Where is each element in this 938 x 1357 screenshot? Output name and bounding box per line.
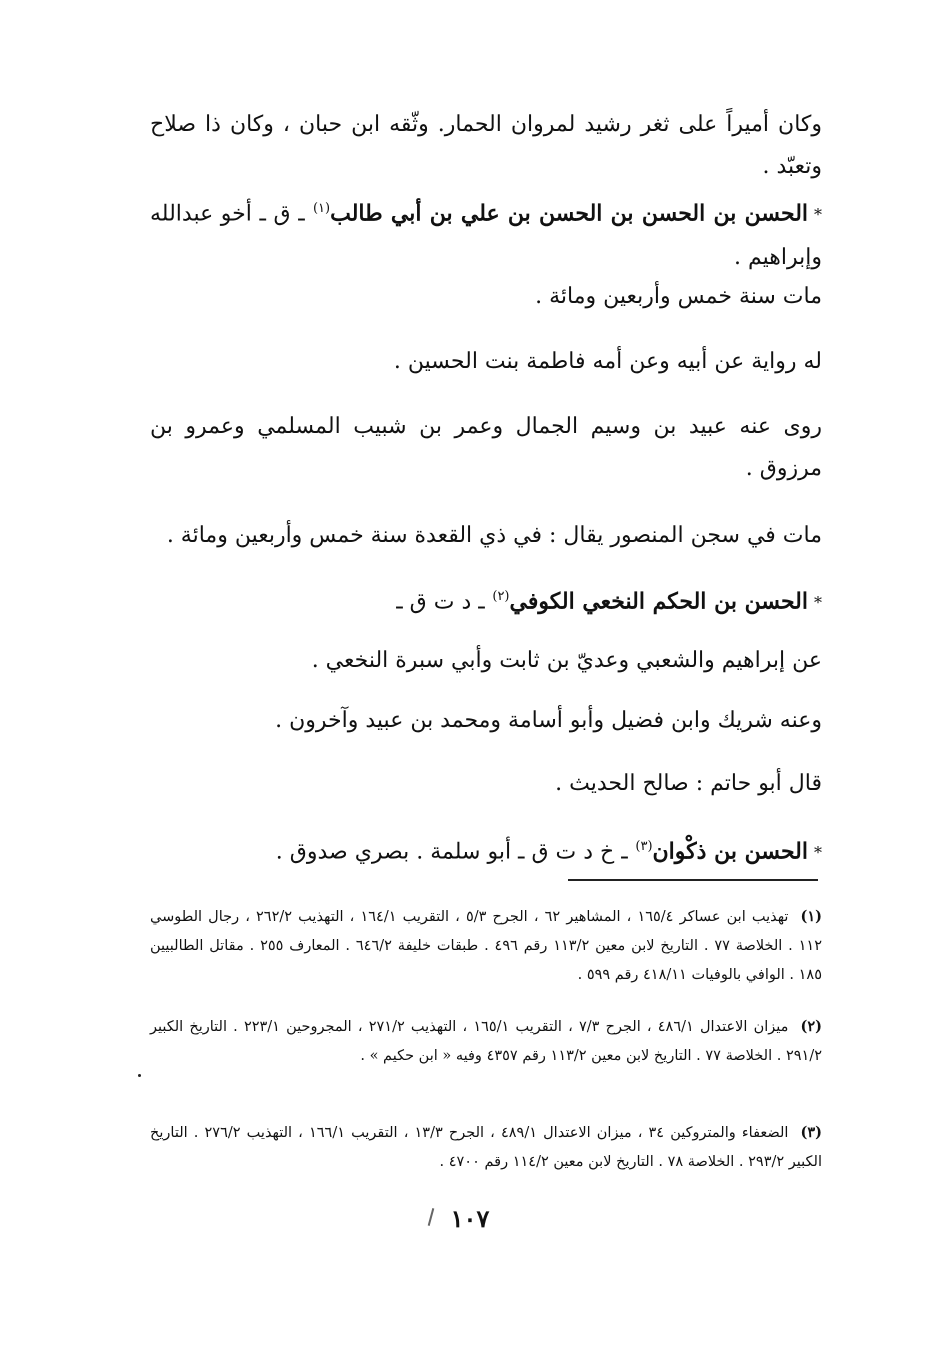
text-paragraph: روى عنه عبيد بن وسيم الجمال وعمر بن شبيب المسلمي وعمرو بن مرزوق . (150, 414, 822, 481)
text-paragraph: قال أبو حاتم : صالح الحديث . (555, 771, 822, 796)
entry-details: ـ ق ـ أخو عبدالله وإبراهيم . (150, 201, 822, 271)
biography-entry-heading (150, 576, 822, 624)
text-paragraph: وكان أميراً على ثغر رشيد لمروان الحمار. وثّقه ابن حبان ، وكان ذا صلاح وتعبّد . (150, 112, 822, 179)
entry-name: الحسن بن ذكْوان (652, 838, 808, 865)
footnote-number: (٣) (800, 1124, 822, 1141)
entry-details: ـ د ت ق ـ (396, 589, 485, 615)
text-paragraph: له رواية عن أبيه وعن أمه فاطمة بنت الحسين . (393, 349, 822, 374)
entry-details: ـ خ د ت ق ـ أبو سلمة . بصري صدوق . (275, 839, 628, 865)
footnote (150, 1012, 822, 1071)
entry-name: الحسن بن الحسن بن الحسن بن علي بن أبي طالب (330, 200, 809, 227)
footnote-ref: (١) (312, 201, 331, 216)
page-number: ١٠٧ (450, 1204, 490, 1233)
footnote-ref: (٢) (492, 589, 510, 604)
text-paragraph: مات في سجن المنصور يقال : في ذي القعدة سنة خمس وأربعين ومائة . (166, 523, 822, 548)
footnote-ref: (٣) (635, 839, 653, 854)
entry-star-marker: * (814, 593, 822, 613)
footnote-text: الضعفاء والمتروكين ٣٤ ، ميزان الاعتدال ٤٨٩/١ ، الجرح ١٣/٣ ، التقريب ١٦٦/١ ، التهذيب ٢٧٦/٢ . التاريخ الكبير ٢٩٣/٢ . الخلاصة ٧٨ . التاريخ لابن معين ١١٤/٢ رقم ٤٧٠٠ . (150, 1125, 822, 1170)
footnote-separator (568, 879, 818, 881)
footnote-text: ميزان الاعتدال ٤٨٦/١ ، الجرح ٧/٣ ، التقريب ١٦٥/١ ، التهذيب ٢٧١/٢ ، المجروحين ٢٢٣/١ . التاريخ الكبير ٢٩١/٢ . الخلاصة ٧٧ . التاريخ لابن معين ١١٣/٢ رقم ٤٣٥٧ وفيه « ابن حكيم » . (150, 1019, 822, 1064)
entry-star-marker: * (814, 205, 823, 225)
footnote-text: تهذيب ابن عساكر ١٦٥/٤ ، المشاهير ٦٢ ، الجرح ٥/٣ ، التقريب ١٦٤/١ ، التهذيب ٢٦٢/٢ ، رجال الطوسي ١١٢ . الخلاصة ٧٧ . التاريخ لابن معين ١١٣/٢ رقم ٤٩٦ . طبقات خليفة ٦٤٦/٢ . المعارف ٢٥٥ . مقاتل الطالبيين ١٨٥ . الوافي بالوفيات ٤١٨/١١ رقم ٥٩٩ . (150, 909, 822, 983)
entry-star-marker: * (814, 843, 822, 863)
text-paragraph: وعنه شريك وابن فضيل وأبو أسامة ومحمد بن عبيد وآخرون . (275, 708, 822, 733)
footnote (150, 1118, 822, 1177)
print-speck (138, 1074, 141, 1077)
text-paragraph: مات سنة خمس وأربعين ومائة . (535, 284, 822, 309)
footnote-number: (١) (800, 908, 822, 925)
text-paragraph: عن إبراهيم والشعبي وعديّ بن ثابت وأبي سبرة النخعي . (311, 648, 822, 673)
biography-entry-heading (150, 826, 822, 874)
entry-name: الحسن بن الحكم النخعي الكوفي (509, 588, 808, 615)
biography-entry-heading (150, 188, 822, 279)
footnote-number: (٢) (800, 1018, 822, 1035)
footnote (150, 902, 822, 990)
